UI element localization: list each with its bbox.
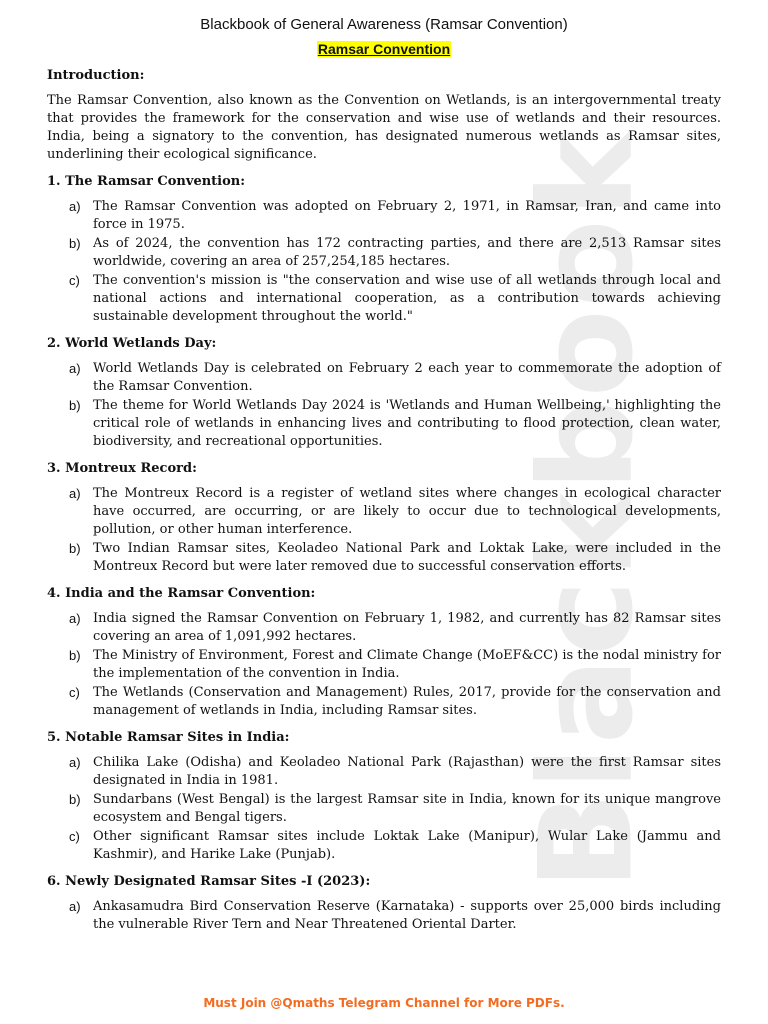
list-marker: a) <box>69 755 81 770</box>
list-item <box>47 397 721 451</box>
list-marker: c) <box>69 273 80 288</box>
list-marker: a) <box>69 486 81 501</box>
section-list <box>47 610 721 720</box>
list-item-text: Ankasamudra Bird Conservation Reserve (Karnataka) - supports over 25,000 birds including the vulnerable River Tern and Near Threatened Oriental Darter. <box>93 899 721 932</box>
list-item-text: The Montreux Record is a register of wetland sites where changes in ecological character have occurred, are occurring, or are likely to occur due to technological developments, pollution, or other human interference. <box>93 486 721 537</box>
list-item-text: Two Indian Ramsar sites, Keoladeo National Park and Loktak Lake, were included in the Montreux Record but were later removed due to successful conservation efforts. <box>93 541 721 574</box>
list-item <box>47 828 721 864</box>
section-heading: 4. India and the Ramsar Convention: <box>47 586 316 601</box>
list-marker: c) <box>69 685 80 700</box>
list-marker: a) <box>69 199 81 214</box>
list-item <box>47 791 721 827</box>
section-heading: 1. The Ramsar Convention: <box>47 174 246 189</box>
list-item <box>47 754 721 790</box>
list-item <box>47 235 721 271</box>
list-marker: b) <box>69 792 81 807</box>
list-marker: a) <box>69 611 81 626</box>
footer-telegram-link[interactable]: Must Join @Qmaths Telegram Channel for More PDFs. <box>203 996 565 1010</box>
list-item <box>47 647 721 683</box>
list-item <box>47 198 721 234</box>
section-list <box>47 485 721 576</box>
main-title-wrap <box>47 36 721 62</box>
section-heading: 5. Notable Ramsar Sites in India: <box>47 730 290 745</box>
list-item-text: The convention's mission is "the conservation and wise use of all wetlands through local and national actions and international cooperation, as a contribution towards achieving sustainable development throughout the world." <box>93 273 721 324</box>
section-list <box>47 198 721 326</box>
list-item-text: The Ministry of Environment, Forest and Climate Change (MoEF&CC) is the nodal ministry for the implementation of the convention in India. <box>93 648 721 681</box>
list-item-text: The theme for World Wetlands Day 2024 is 'Wetlands and Human Wellbeing,' highlighting the critical role of wetlands in enhancing lives and contributing to flood protection, clean water, biodiversity, and recreational opportunities. <box>93 398 721 449</box>
list-marker: b) <box>69 236 81 251</box>
list-marker: b) <box>69 648 81 663</box>
document-page <box>47 14 721 935</box>
list-item-text: Sundarbans (West Bengal) is the largest Ramsar site in India, known for its unique mangrove ecosystem and Bengal tigers. <box>93 792 721 825</box>
list-marker: b) <box>69 398 81 413</box>
main-title: Ramsar Convention <box>317 41 451 57</box>
list-item <box>47 898 721 934</box>
document-title: Blackbook of General Awareness (Ramsar Convention) <box>200 16 568 33</box>
list-item <box>47 540 721 576</box>
list-item <box>47 485 721 539</box>
section-list <box>47 898 721 934</box>
list-item-text: As of 2024, the convention has 172 contracting parties, and there are 2,513 Ramsar sites worldwide, covering an area of 257,254,185 hectares. <box>93 236 721 269</box>
list-item-text: The Wetlands (Conservation and Management) Rules, 2017, provide for the conservation and management of wetlands in India, including Ramsar sites. <box>93 685 721 718</box>
list-item-text: The Ramsar Convention was adopted on February 2, 1971, in Ramsar, Iran, and came into force in 1975. <box>93 199 721 232</box>
section-list <box>47 754 721 864</box>
list-marker: a) <box>69 361 81 376</box>
section-heading: 3. Montreux Record: <box>47 461 197 476</box>
list-item-text: World Wetlands Day is celebrated on February 2 each year to commemorate the adoption of the Ramsar Convention. <box>93 361 721 394</box>
list-item-text: Other significant Ramsar sites include Loktak Lake (Manipur), Wular Lake (Jammu and Kashmir), and Harike Lake (Punjab). <box>93 829 721 862</box>
section-heading: 6. Newly Designated Ramsar Sites -I (2023): <box>47 874 371 889</box>
intro-heading: Introduction: <box>47 68 145 83</box>
list-marker: b) <box>69 541 81 556</box>
list-item <box>47 684 721 720</box>
list-item-text: Chilika Lake (Odisha) and Keoladeo National Park (Rajasthan) were the first Ramsar sites designated in India in 1981. <box>93 755 721 788</box>
list-item-text: India signed the Ramsar Convention on February 1, 1982, and currently has 82 Ramsar sites covering an area of 1,091,992 hectares. <box>93 611 721 644</box>
intro-paragraph: The Ramsar Convention, also known as the Convention on Wetlands, is an intergovernmental treaty that provides the framework for the conservation and wise use of wetlands and their resources. India, being a signatory to the convention, has designated numerous wetlands as Ramsar sites, underlining their ecological significance. <box>47 93 721 162</box>
list-marker: a) <box>69 899 81 914</box>
list-item <box>47 610 721 646</box>
sections <box>47 174 721 934</box>
list-marker: c) <box>69 829 80 844</box>
section-list <box>47 360 721 451</box>
watermark-text: Blackbook <box>512 130 662 890</box>
list-item <box>47 360 721 396</box>
list-item <box>47 272 721 326</box>
section-heading: 2. World Wetlands Day: <box>47 336 217 351</box>
